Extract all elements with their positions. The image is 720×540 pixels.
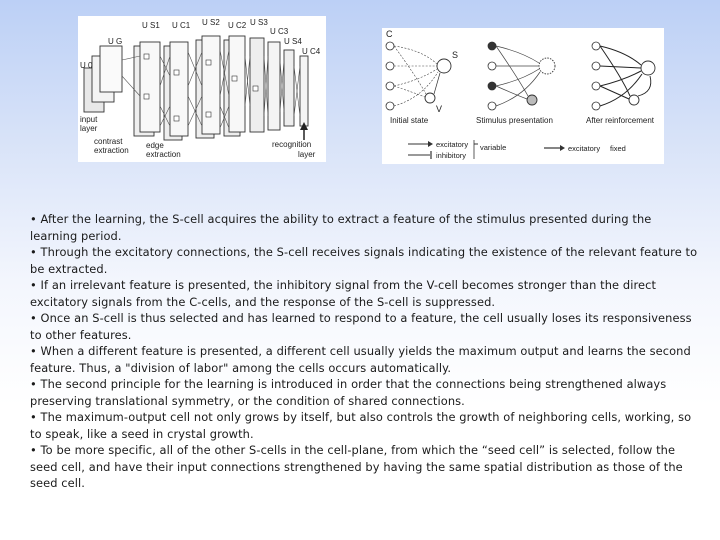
neocognitron-architecture-figure [78,16,326,162]
label-recognition-layer: layer [298,150,316,159]
label-edge-extraction: extraction [146,150,181,159]
label-us1: U S1 [142,21,160,30]
panel-after-reinforcement [586,42,655,125]
legend-excitatory-fixed: excitatory [568,144,601,153]
c1-plane-2 [170,42,188,136]
label-c: C [386,29,393,39]
bullet-item: • After the learning, the S-cell acquires the ability to extract a feature of the stimulus presented during the learning period. [30,212,652,243]
label-contrast: contrast [94,137,123,146]
label-v: V [436,104,443,114]
bullet-item: • The second principle for the learning is introduced in order that the connections being strengthened always preserving translational symmetry, or the condition of shared connections. [30,377,667,408]
label-ug: U G [108,37,123,46]
panel-stimulus-presentation [476,42,555,125]
s4-plane [284,50,294,126]
bullet-list [30,211,698,492]
architecture-diagram [78,16,326,162]
label-us2: U S2 [202,18,220,27]
s2-plane-2 [202,36,220,134]
bullet-item: • To be more specific, all of the other S-cells in the cell-plane, from which the “seed cell” is selected, follow the seed cell, and have their input connections strengthened by having the same spatial distribution as those of the seed cell. [30,443,683,490]
label-stimulus: Stimulus presentation [476,116,553,125]
panel-initial-state [386,29,458,125]
c4-plane [300,56,308,126]
legend-excitatory: excitatory [436,140,469,149]
label-recognition: recognition [272,140,312,149]
legend-inhibitory: inhibitory [436,151,467,160]
label-after-reinforcement: After reinforcement [586,116,655,125]
label-us3: U S3 [250,18,268,27]
label-initial-state: Initial state [390,116,429,125]
label-uc2: U C2 [228,21,247,30]
legend [408,140,626,160]
label-u0: U 0 [80,61,93,70]
v-cell-active [527,95,537,105]
label-uc1: U C1 [172,21,191,30]
label-uc4: U C4 [302,47,321,56]
label-us4: U S4 [284,37,302,46]
legend-variable: variable [480,143,507,152]
bullet-item: • If an irrelevant feature is presented, the inhibitory signal from the V-cell becomes stronger than the direct excitatory signals from the C-cells, and the response of the S-cell is suppressed. [30,278,657,309]
label-uc3: U C3 [270,27,289,36]
bullet-item: • Through the excitatory connections, the S-cell receives signals indicating the existence of the relevant feature to be extracted. [30,245,698,276]
s3-plane [250,38,264,132]
s1-plane-2 [140,42,160,132]
c2-plane-2 [229,36,245,132]
s-cell [437,59,451,73]
label-contrast-extraction: extraction [94,146,129,155]
legend-fixed: fixed [610,144,626,153]
learning-states-figure [382,28,664,164]
label-input: input [80,115,98,124]
contrast-layer-plane-2 [100,46,122,92]
v-cell [425,93,435,103]
bullet-item: • Once an S-cell is thus selected and has learned to respond to a feature, the cell usually loses its responsiveness to other features. [30,311,692,342]
learning-states-diagram [382,28,664,164]
bullet-item: • When a different feature is presented, a different cell usually yields the maximum output and learns the second feature. Thus, a "division of labor" among the cells occurs automatically. [30,344,691,375]
label-edge: edge [146,141,164,150]
bullet-item: • The maximum-output cell not only grows by itself, but also controls the growth of neighboring cells, working, so to speak, like a seed in crystal growth. [30,410,692,441]
c3-plane [268,42,280,130]
s-cell-active [539,58,555,74]
label-s: S [452,50,459,60]
label-input-layer: layer [80,124,98,133]
